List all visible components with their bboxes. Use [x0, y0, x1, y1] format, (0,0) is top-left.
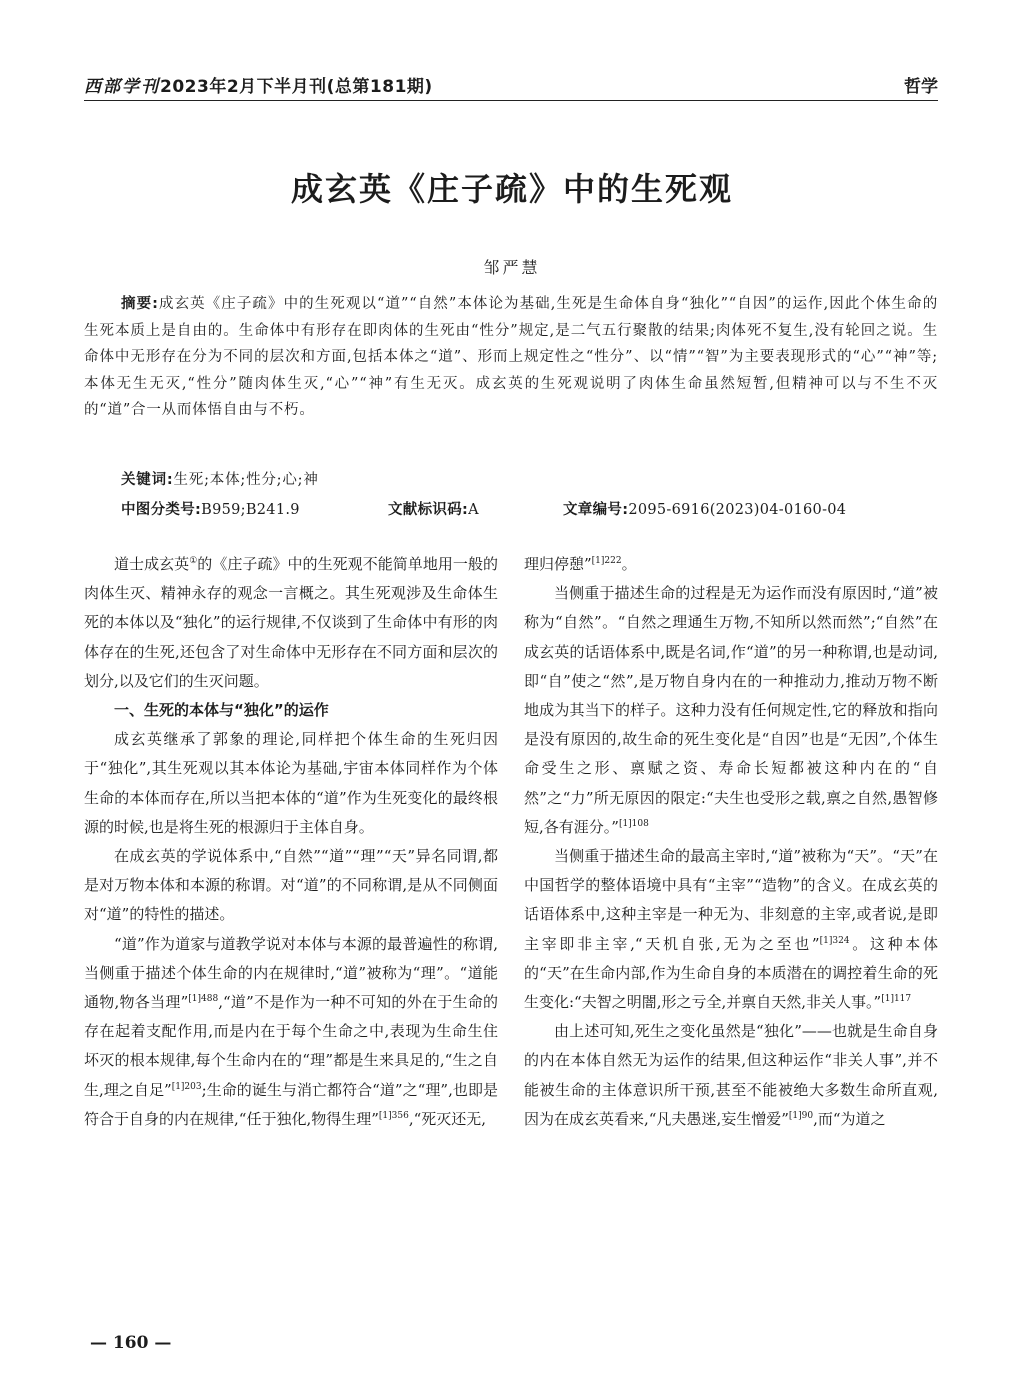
- text-run: ,“道”不是作为一种不可知的外在于生命的存在起着支配作用,而是内在于每个生命之中,表现为生命生住坏灭的根本规律,每个生命内在的“理”都是生来具足的,“生之自生,理之自足”: [84, 993, 499, 1099]
- article-number-value: 2095-6916(2023)04-0160-04: [628, 502, 847, 518]
- text-run: 。这种本体的“天”在生命内部,作为生命自身的本质潜在的调控着生命的死生变化:“夫智之明闇,形之亏全,并禀自天然,非关人事。”: [524, 934, 938, 1012]
- keywords-text: 生死;本体;性分;心;神: [173, 472, 319, 488]
- article-number-label: 文章编号:: [563, 502, 629, 518]
- journal-logo: 西部学刊: [84, 77, 160, 97]
- text-run: ,而“为道之: [813, 1109, 886, 1128]
- text-run: 。: [621, 555, 637, 573]
- doc-code-value: A: [468, 502, 479, 518]
- clc-label: 中图分类号:: [121, 502, 202, 518]
- paragraph: [84, 930, 498, 1134]
- citation-marker: [1]488: [188, 994, 219, 1005]
- header-section: 哲学: [904, 77, 938, 97]
- section-heading: 一、生死的本体与“独化”的运作: [114, 701, 329, 720]
- text-run: 当侧重于描述生命的过程是无为运作而没有原因时,“道”被称为“自然”。“自然之理通生万物,不知所以然而然”;“自然”在成玄英的话语体系中,既是名词,作“道”的另一种称谓,也是动词,即“自”使之“然”,是万物自身内在的一种推动力,推动万物不断地成为其当下的样子。这种力没有任何规定性,它的释放和指向是没有原因的,故生命的死生变化是“自因”也是“无因”,个体生命受生之形、禀赋之资、寿命长短都被这种内在的“自然”之“力”所无原因的限定:“夫生也受形之载,禀之自然,愚智修短,各有涯分。”: [524, 584, 938, 836]
- citation-marker: [1]324: [819, 935, 850, 946]
- left-column: [84, 550, 498, 1134]
- paragraph-continued: [524, 550, 938, 579]
- footnote-marker: ①: [189, 556, 198, 566]
- abstract: [84, 291, 938, 424]
- text-run: ;生命的诞生与消亡都符合“道”之“理”,也即是符合于自身的内在规律,“任于独化,物得生理”: [84, 1080, 498, 1128]
- text-run: 由上述可知,死生之变化虽然是“独化”——也就是生命自身的内在本体自然无为运作的结果,但这种运作“非关人事”,并不能被生命的主体意识所干预,甚至不能被绝大多数生命所直观,因为在成玄英看来,“凡夫愚迷,妄生憎爱”: [524, 1022, 938, 1128]
- text-run: “道”作为道家与道教学说对本体与本源的最普遍性的称谓,当侧重于描述个体生命的内在规律时,“道”被称为“理”。“道能通物,物各当理”: [84, 934, 498, 1012]
- document-code: [388, 498, 479, 519]
- text-run: 道士成玄英: [114, 555, 190, 573]
- paragraph: 成玄英继承了郭象的理论,同样把个体生命的生死归因于“独化”,其生死观以其本体论为基础,宇宙本体同样作为个体生命的本体而存在,所以当把本体的“道”作为生死变化的最终根源的时候,也是将生死的根源归于主体自身。: [84, 730, 498, 836]
- keywords: [121, 468, 319, 489]
- abstract-text: 成玄英《庄子疏》中的生死观以“道”“自然”本体论为基础,生死是生命体自身“独化”“自因”的运作,因此个体生命的生死本质上是自由的。生命体中有形存在即肉体的生死由“性分”规定,是二气五行聚散的结果;肉体死不复生,没有轮回之说。生命体中无形存在分为不同的层次和方面,包括本体之“道”、形而上规定性之“性分”、以“情”“智”为主要表现形式的“心”“神”等;本体无生无灭,“性分”随肉体生灭,“心”“神”有生无灭。成玄英的生死观说明了肉体生命虽然短暂,但精神可以与不生不灭的“道”合一从而体悟自由与不朽。: [84, 296, 938, 418]
- clc-number: [121, 498, 300, 519]
- text-run: 的《庄子疏》中的生死观不能简单地用一般的肉体生灭、精神永存的观念一言概之。其生死观涉及生命体生死的本体以及“独化”的运行规律,不仅谈到了生命体中有形的肉体存在的生死,还包含了对生命体中无形存在不同方面和层次的划分,以及它们的生灭问题。: [84, 555, 498, 690]
- header-rule: [84, 100, 938, 101]
- article-title: 成玄英《庄子疏》中的生死观: [290, 170, 733, 208]
- paragraph: [524, 842, 938, 1017]
- author-name: 邹严慧: [483, 258, 541, 277]
- journal-issue: 2023年2月下半月刊(总第181期): [160, 77, 433, 97]
- citation-marker: [1]203: [171, 1081, 202, 1092]
- running-header: [84, 72, 938, 96]
- paragraph: [524, 1017, 938, 1134]
- keywords-label: 关键词:: [121, 472, 174, 488]
- text-run: 当侧重于描述生命的最高主宰时,“道”被称为“天”。“天”在中国哲学的整体语境中具有“主宰”“造物”的含义。在成玄英的话语体系中,这种主宰是一种无为、非刻意的主宰,或者说,是即主宰即非主宰,“天机自张,无为之至也”: [524, 847, 938, 953]
- citation-marker: [1]222: [591, 556, 622, 566]
- clc-value: B959;B241.9: [201, 502, 300, 518]
- paragraph: [84, 550, 498, 696]
- paragraph: 在成玄英的学说体系中,“自然”“道”“理”“天”异名同谓,都是对万物本体和本源的称谓。对“道”的不同称谓,是从不同侧面对“道”的特性的描述。: [84, 847, 498, 924]
- citation-marker: [1]108: [618, 818, 649, 829]
- citation-marker: [1]117: [881, 994, 912, 1005]
- text-run: ,“死灭还无,: [408, 1109, 487, 1128]
- header-journal-issue: [84, 72, 433, 97]
- text-run: 理归停憩”: [524, 555, 592, 573]
- paragraph: [524, 579, 938, 842]
- doc-code-label: 文献标识码:: [388, 502, 469, 518]
- article-number: [563, 498, 846, 519]
- page-number: — 160 —: [90, 1333, 172, 1353]
- right-column: [524, 550, 938, 1134]
- citation-marker: [1]356: [378, 1110, 409, 1121]
- abstract-label: 摘要:: [121, 296, 159, 312]
- citation-marker: [1]90: [788, 1110, 814, 1121]
